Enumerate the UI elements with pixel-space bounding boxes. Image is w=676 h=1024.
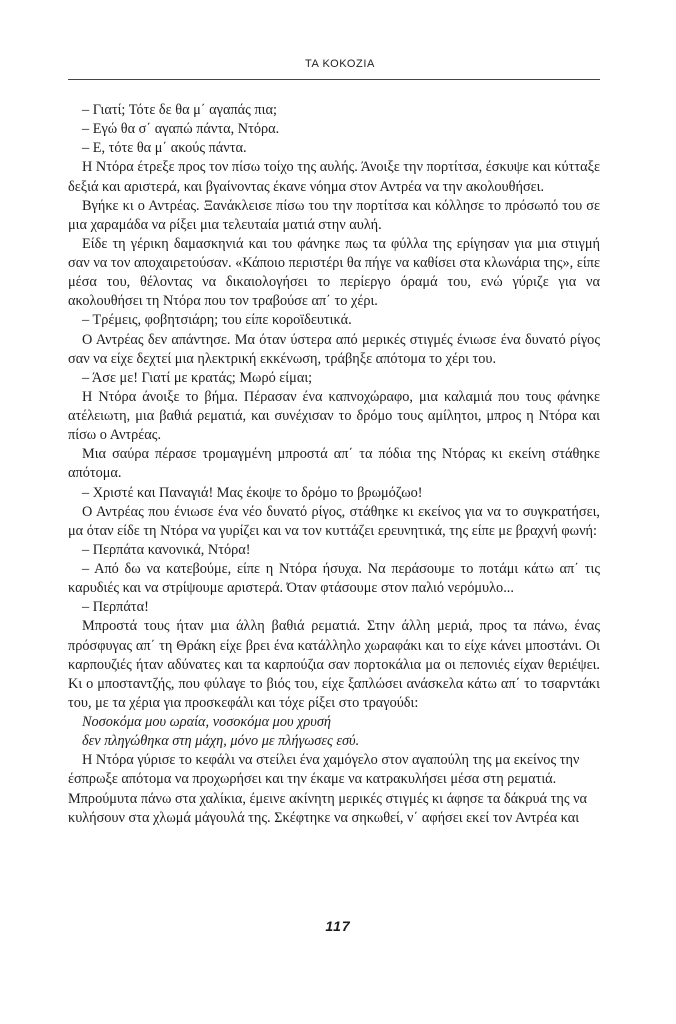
paragraph: Ο Αντρέας δεν απάντησε. Μα όταν ύστερα από μερικές στιγμές ένιωσε ένα δυνατό ρίγος σαν να είχε δεχτεί μια ηλεκτρική εκκένωση, τράβηξε απότομα το χέρι του. <box>68 331 600 367</box>
paragraph: – Γιατί; Τότε δε θα μ΄ αγαπάς πια; <box>82 102 277 118</box>
running-title: ΤΑ ΚΟΚΟΖΙΑ <box>305 58 375 70</box>
paragraph: Μια σαύρα πέρασε τρομαγμένη μπροστά απ΄ τα πόδια της Ντόρας κι εκείνη στάθηκε απότομα. <box>68 446 600 482</box>
paragraph: Μπροστά τους ήταν μια άλλη βαθιά ρεματιά. Στην άλλη μεριά, προς τα πάνω, ένας πρόσφυγας απ΄ τη Θράκη είχε βρει ένα κατάλληλο χωραφάκι και το είχε κάνει μποστάνι. Οι καρπουζιές ήταν αδύνατες και τα καρπούζια σαν πορτοκάλια μα οι πεπονιές είχαν θεριέψει. Κι ο μποσταντζής, που φύλαγε το βιός του, είχε ξαπλώσει ανάσκελα κάτω απ΄ το τσαρντάκι του, με τα χέρια για προσκεφάλι και τόχε ρίξει στο τραγούδι: <box>68 618 600 711</box>
paragraph: Η Ντόρα άνοιξε το βήμα. Πέρασαν ένα καπνοχώραφο, μια καλαμιά που τους φάνηκε ατέλειωτη, μια βαθιά ρεματιά, και συνέχισαν το δρόμο τους αμίλητοι, μπρος η Ντόρα και πίσω ο Αντρέας. <box>68 388 600 444</box>
paragraph: – Από δω να κατεβούμε, είπε η Ντόρα ήσυχα. Να περάσουμε το ποτάμι κάτω απ΄ τις καρυδιές και να στρίψουμε αριστερά. Όταν φτάσουμε στον παλιό νερόμυλο... <box>68 561 600 597</box>
paragraph: – Τρέμεις, φοβητσιάρη; του είπε κοροϊδευτικά. <box>82 312 352 329</box>
paragraph: – Εγώ θα σ΄ αγαπώ πάντα, Ντόρα. <box>82 121 280 138</box>
paragraph: Είδε τη γέρικη δαμασκηνιά και του φάνηκε πως τα φύλλα της ερίγησαν για μια στιγμή σαν να τον αποχαιρετούσαν. «Κάποιο περιστέρι θα πήγε να καθίσει στα κλωνάρια της», είπε μέσα του, θέλοντας να δικαιολογήσει το περίεργο όραμά του, ενώ γύριζε για να ακολουθήσει τη Ντόρα που τον τραβούσε απ΄ το χέρι. <box>68 235 600 310</box>
paragraph: – Ε, τότε θα μ΄ ακούς πάντα. <box>82 140 247 157</box>
paragraph: Η Ντόρα έτρεξε προς τον πίσω τοίχο της αυλής. Άνοιξε την πορτίτσα, έσκυψε και κύτταξε δεξιά και αριστερά, και βγαίνοντας έκανε νόημα στον Αντρέα να την ακολουθήσει. <box>68 159 600 195</box>
paragraph: Βγήκε κι ο Αντρέας. Ξανάκλεισε πίσω του την πορτίτσα και κόλλησε το πρόσωπό του σε μια χαραμάδα να ρίξει μια τελευταία ματιά στην αυλή. <box>68 197 600 233</box>
page-number: 117 <box>325 918 351 934</box>
paragraph: Ο Αντρέας που ένιωσε ένα νέο δυνατό ρίγος, στάθηκε κι εκείνος για να το συγκρατήσει, μα όταν είδε τη Ντόρα να γυρίζει και να τον κυττάζει ερευνητικά, της είπε με βραχνή φωνή: <box>68 503 600 539</box>
paragraph: – Χριστέ και Παναγιά! Μας έκοψε το δρόμο το βρωμόζωο! <box>82 484 423 501</box>
paragraph: – Περπάτα κανονικά, Ντόρα! <box>82 541 251 558</box>
body-text <box>68 101 600 828</box>
paragraph: – Περπάτα! <box>82 599 149 616</box>
verse-line: Νοσοκόμα μου ωραία, νοσοκόμα μου χρυσή <box>82 714 331 730</box>
verse-line: δεν πληγώθηκα στη μάχη, μόνο με πλήγωσες εσύ. <box>82 733 360 750</box>
paragraph: Η Ντόρα γύρισε το κεφάλι να στείλει ένα χαμόγελο στον αγαπούλη της μα εκείνος την έσπρωξε απότομα να προχωρήσει και την έκαμε να κατρακυλήσει μέσα στη ρεματιά. Μπρούμυτα πάνω στα χαλίκια, έμεινε ακίνητη μερικές στιγμές κι άφησε τα δάκρυά της να κυλήσουν στα χλωμά μάγουλά της. Σκέφτηκε να σηκωθεί, ν΄ αφήσει εκεί τον Αντρέα και <box>68 752 588 826</box>
paragraph: – Άσε με! Γιατί με κρατάς; Μωρό είμαι; <box>82 369 313 386</box>
header-rule <box>68 79 600 80</box>
